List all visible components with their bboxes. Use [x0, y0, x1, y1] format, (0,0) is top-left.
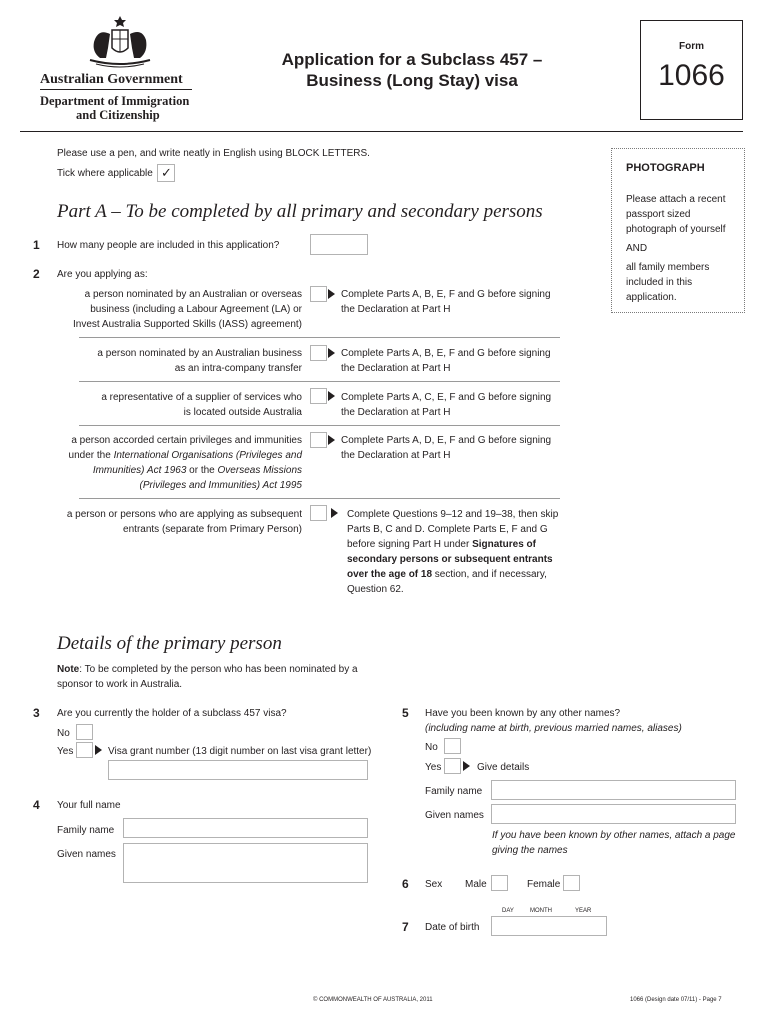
day-label: DAY — [502, 908, 514, 914]
q3-grant-label: Visa grant number (13 digit number on last visa grant letter) — [108, 746, 372, 757]
photo-text1: Please attach a recent passport sized photograph of yourself — [626, 194, 726, 235]
arrow-right-icon — [328, 391, 335, 401]
divider — [79, 425, 560, 426]
option1-instruction: Complete Parts A, B, E, F and G before signing the Declaration at Part H — [341, 289, 551, 315]
tick-example-box — [157, 164, 175, 182]
form-number-box — [640, 20, 743, 120]
divider — [79, 381, 560, 382]
female-checkbox[interactable] — [563, 875, 580, 891]
arrow-right-icon — [331, 508, 338, 518]
q5-number: 5 — [402, 706, 409, 720]
q5-family-label: Family name — [425, 786, 483, 797]
photo-text2: all family members included in this application. — [626, 262, 710, 303]
q3-yes-label: Yes — [57, 746, 74, 757]
photo-and: AND — [626, 243, 648, 254]
divider — [79, 498, 560, 499]
q2-number: 2 — [33, 267, 40, 281]
month-label: MONTH — [530, 908, 552, 914]
note: Note: To be completed by the person who has been nominated by a sponsor to work in Australia. — [57, 664, 358, 690]
photo-title: PHOTOGRAPH — [626, 162, 705, 174]
q7-number: 7 — [402, 920, 409, 934]
q5-yes-label: Yes — [425, 762, 442, 773]
q5-given-label: Given names — [425, 810, 484, 821]
copyright: © COMMONWEALTH OF AUSTRALIA, 2011 — [313, 997, 433, 1003]
arrow-right-icon — [328, 435, 335, 445]
form-title-line2: Business (Long Stay) visa — [306, 71, 518, 90]
q6-number: 6 — [402, 877, 409, 891]
female-label: Female — [527, 879, 561, 890]
q3-number: 3 — [33, 706, 40, 720]
arrow-right-icon — [328, 289, 335, 299]
form-number: 1066 — [658, 59, 725, 92]
department-name-line1: Department of Immigration — [40, 94, 190, 108]
option1-label: a person nominated by an Australian or overseas business (including a Labour Agreement (LA) or Invest Australia Supported Skills (IASS) agreement) — [73, 289, 302, 330]
option4-label: a person accorded certain privileges and immunities under the International Organisations (Privileges and Immunities) Act 1963 or the Overseas Missions (Privileges and Immunities) Act 1995 — [68, 435, 302, 491]
q1-number: 1 — [33, 238, 40, 252]
option3-instruction: Complete Parts A, C, E, F and G before signing the Declaration at Part H — [341, 392, 552, 418]
q6-text: Sex — [425, 879, 443, 890]
male-label: Male — [465, 879, 487, 890]
q5-text: Have you been known by any other names? (including name at birth, previous married names, aliases) — [425, 708, 682, 734]
check-mark-icon: ✓ — [161, 165, 172, 180]
q2-text: Are you applying as: — [57, 269, 148, 280]
given-names-input[interactable] — [123, 843, 368, 883]
arrow-right-icon — [95, 745, 102, 755]
q3-no-label: No — [57, 728, 70, 739]
tick-label: Tick where applicable — [57, 168, 153, 179]
part-a-heading: Part A – To be completed by all primary and secondary persons — [57, 201, 543, 222]
option5-checkbox[interactable] — [310, 505, 327, 521]
q5-note: If you have been known by other names, attach a page giving the names — [492, 830, 736, 856]
divider — [79, 337, 560, 338]
option3-label: a representative of a supplier of services who is located outside Australia — [101, 392, 302, 418]
option5-instruction: Complete Questions 9–12 and 19–38, then skip Parts B, C and D. Complete Parts E, F and G before signing Part H under Signatures of secondary persons or subsequent entrants over the age of 18 section, and if necessary, Question 62. — [347, 509, 559, 595]
family-name-input[interactable] — [123, 818, 368, 838]
option2-label: a person nominated by an Australian business as an intra-company transfer — [97, 348, 302, 374]
form-title-line1: Application for a Subclass 457 – — [281, 50, 543, 69]
option2-instruction: Complete Parts A, B, E, F and G before signing the Declaration at Part H — [341, 348, 551, 374]
q3-text: Are you currently the holder of a subclass 457 visa? — [57, 708, 287, 719]
q4-number: 4 — [33, 798, 40, 812]
male-checkbox[interactable] — [491, 875, 508, 891]
q4-family-label: Family name — [57, 825, 115, 836]
other-family-name-input[interactable] — [491, 780, 736, 800]
year-label: YEAR — [575, 908, 592, 914]
option4-checkbox[interactable] — [310, 432, 327, 448]
page-reference: 1066 (Design date 07/11) - Page 7 — [630, 997, 722, 1003]
other-given-names-input[interactable] — [491, 804, 736, 824]
option4-instruction: Complete Parts A, D, E, F and G before signing the Declaration at Part H — [341, 435, 552, 461]
option1-checkbox[interactable] — [310, 286, 327, 302]
primary-heading: Details of the primary person — [57, 633, 282, 654]
q1-text: How many people are included in this application? — [57, 240, 280, 251]
header-divider — [20, 131, 743, 132]
government-name: Australian Government — [40, 72, 183, 87]
q4-given-label: Given names — [57, 849, 116, 860]
instructions: Please use a pen, and write neatly in English using BLOCK LETTERS. — [57, 148, 370, 159]
coat-of-arms-logo — [82, 14, 158, 72]
form-label: Form — [679, 41, 704, 52]
q5-give-details: Give details — [477, 762, 530, 773]
q3-no-checkbox[interactable] — [76, 724, 93, 740]
q7-text: Date of birth — [425, 922, 480, 933]
date-of-birth-input[interactable] — [491, 916, 607, 936]
q5-yes-checkbox[interactable] — [444, 758, 461, 774]
q4-text: Your full name — [57, 800, 121, 811]
option5-label: a person or persons who are applying as subsequent entrants (separate from Primary Person) — [66, 509, 302, 535]
visa-grant-number-input[interactable] — [108, 760, 368, 780]
q3-yes-checkbox[interactable] — [76, 742, 93, 758]
arrow-right-icon — [328, 348, 335, 358]
header-rule — [40, 89, 192, 90]
option2-checkbox[interactable] — [310, 345, 327, 361]
q1-input[interactable] — [310, 234, 368, 255]
photograph-area — [611, 148, 745, 313]
department-name-line2: and Citizenship — [76, 108, 160, 122]
q5-no-label: No — [425, 742, 438, 753]
q5-no-checkbox[interactable] — [444, 738, 461, 754]
option3-checkbox[interactable] — [310, 388, 327, 404]
arrow-right-icon — [463, 761, 470, 771]
